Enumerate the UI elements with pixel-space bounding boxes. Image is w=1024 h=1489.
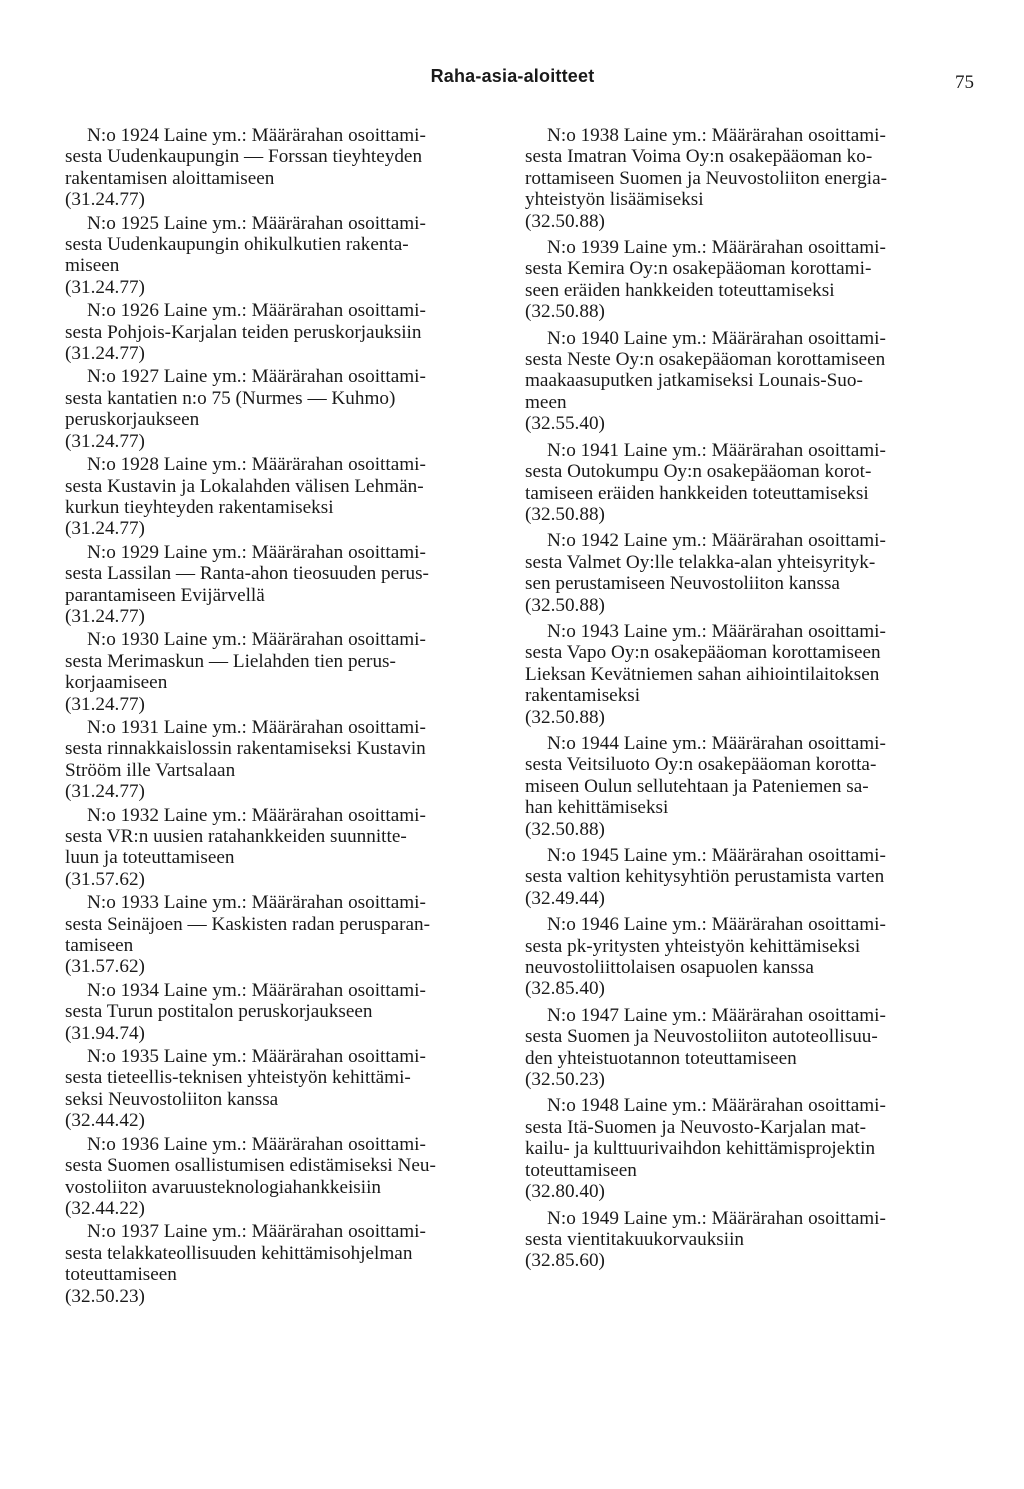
motion-text-line: miseen Oulun sellutehtaan ja Pateniemen sa- — [525, 775, 869, 797]
motion-reference: (32.49.44) — [525, 887, 605, 909]
motion-text-line: N:o 1944 Laine ym.: Määrärahan osoittami- — [547, 732, 886, 754]
motion-entry — [525, 733, 975, 840]
motion-reference: (31.24.77) — [65, 343, 145, 365]
motion-text-line: sen perustamiseen Neuvostoliiton kanssa — [525, 573, 840, 595]
motion-text-line: sesta Turun postitalon peruskorjaukseen — [65, 1001, 373, 1023]
motion-text-line: N:o 1934 Laine ym.: Määrärahan osoittami- — [87, 979, 426, 1001]
motion-reference: (32.50.88) — [525, 301, 605, 323]
motion-reference: (31.24.77) — [65, 781, 145, 803]
motion-text-line: N:o 1939 Laine ym.: Määrärahan osoittami- — [547, 237, 886, 259]
motion-text-line: sesta kantatien n:o 75 (Nurmes — Kuhmo) — [65, 387, 396, 409]
motion-text-line: sesta Vapo Oy:n osakepääoman korottamiseen — [525, 642, 881, 664]
motion-reference: (31.24.77) — [65, 693, 145, 715]
motion-text-line: N:o 1941 Laine ym.: Määrärahan osoittami- — [547, 439, 886, 461]
motion-text-line: N:o 1948 Laine ym.: Määrärahan osoittami- — [547, 1095, 886, 1117]
motion-text-line: N:o 1943 Laine ym.: Määrärahan osoittami- — [547, 620, 886, 642]
motion-text-line: sesta Itä-Suomen ja Neuvosto-Karjalan mat- — [525, 1116, 866, 1138]
motion-text-line: tamiseen — [65, 935, 134, 957]
motion-text-line: kurkun tieyhteyden rakentamiseksi — [65, 496, 334, 518]
motion-text-line: N:o 1928 Laine ym.: Määrärahan osoittami- — [87, 454, 426, 476]
motion-reference: (32.50.23) — [525, 1069, 605, 1091]
motion-text-line: toteuttamiseen — [525, 1159, 637, 1181]
motion-text-line: rakentamisen aloittamiseen — [65, 167, 275, 189]
motion-text-line: N:o 1935 Laine ym.: Määrärahan osoittami- — [87, 1046, 426, 1068]
motion-text-line: luun ja toteuttamiseen — [65, 847, 235, 869]
motion-entry — [525, 1095, 975, 1202]
motion-entry — [525, 125, 975, 232]
motion-entry — [525, 845, 975, 909]
motion-text-line: sesta Veitsiluoto Oy:n osakepääoman korotta- — [525, 754, 877, 776]
motion-text-line: N:o 1924 Laine ym.: Määrärahan osoittami- — [87, 125, 426, 146]
motion-text-line: maakaasuputken jatkamiseksi Lounais-Suo- — [525, 370, 863, 392]
motion-text-line: sesta Neste Oy:n osakepääoman korottamiseen — [525, 349, 886, 371]
motion-entry — [65, 1134, 510, 1220]
motion-text-line: neuvostoliittolaisen osapuolen kanssa — [525, 957, 814, 979]
motion-text-line: N:o 1945 Laine ym.: Määrärahan osoittami- — [547, 845, 886, 866]
motion-reference: (31.24.77) — [65, 189, 145, 211]
motion-text-line: kailu- ja kulttuurivaihdon kehittämisprojektin — [525, 1138, 876, 1160]
motion-text-line: sesta tieteellis-teknisen yhteistyön kehittämi- — [65, 1067, 411, 1089]
motion-reference: (32.80.40) — [525, 1181, 605, 1203]
motion-text-line: rottamiseen Suomen ja Neuvostoliiton energia- — [525, 167, 887, 189]
motion-text-line: vostoliiton avaruusteknologiahankkeisiin — [65, 1176, 382, 1198]
motion-text-line: seen eräiden hankkeiden toteuttamiseksi — [525, 279, 835, 301]
motion-text-line: sesta Lassilan — Ranta-ahon tieosuuden perus- — [65, 563, 429, 585]
motion-reference: (31.24.77) — [65, 430, 145, 452]
motion-entry — [525, 440, 975, 526]
motion-text-line: sesta Imatran Voima Oy:n osakepääoman ko- — [525, 146, 873, 168]
motion-entry — [65, 300, 510, 364]
motion-reference: (32.50.88) — [525, 706, 605, 728]
motion-entry — [525, 914, 975, 1000]
motion-text-line: seksi Neuvostoliiton kanssa — [65, 1088, 279, 1110]
motion-text-line: N:o 1929 Laine ym.: Määrärahan osoittami- — [87, 541, 426, 563]
motion-text-line: Strööm ille Vartsalaan — [65, 759, 236, 781]
motion-entry — [525, 328, 975, 435]
motion-text-line: N:o 1933 Laine ym.: Määrärahan osoittami- — [87, 892, 426, 914]
motion-text-line: sesta Uudenkaupungin ohikulkutien rakenta- — [65, 234, 409, 256]
motion-entry — [65, 1221, 510, 1307]
motion-text-line: N:o 1947 Laine ym.: Määrärahan osoittami- — [547, 1004, 886, 1026]
motion-reference: (32.44.42) — [65, 1110, 145, 1132]
page-title: Raha-asia-aloitteet — [430, 66, 595, 86]
motion-reference: (32.55.40) — [525, 413, 605, 435]
motion-reference: (32.50.88) — [525, 503, 605, 525]
motion-reference: (32.85.60) — [525, 1250, 605, 1272]
motion-text-line: N:o 1927 Laine ym.: Määrärahan osoittami- — [87, 366, 426, 388]
motion-text-line: sesta Kemira Oy:n osakepääoman korottami- — [525, 258, 872, 280]
motion-text-line: sesta Seinäjoen — Kaskisten radan perusparan- — [65, 913, 430, 935]
motion-text-line: korjaamiseen — [65, 672, 168, 694]
motion-reference: (31.94.74) — [65, 1022, 145, 1044]
motion-text-line: meen — [525, 391, 567, 413]
motion-entry — [65, 366, 510, 452]
motion-text-line: den yhteistuotannon toteuttamiseen — [525, 1047, 797, 1069]
left-column — [65, 125, 510, 1309]
motion-entry — [525, 237, 975, 323]
motion-text-line: N:o 1937 Laine ym.: Määrärahan osoittami- — [87, 1221, 426, 1243]
motion-entry — [65, 1046, 510, 1132]
motion-entry — [65, 542, 510, 628]
motion-reference: (31.57.62) — [65, 956, 145, 978]
motion-reference: (32.85.40) — [525, 978, 605, 1000]
motion-reference: (31.24.77) — [65, 605, 145, 627]
motion-text-line: N:o 1925 Laine ym.: Määrärahan osoittami- — [87, 212, 426, 234]
motion-reference: (32.50.23) — [65, 1285, 145, 1307]
motion-text-line: han kehittämiseksi — [525, 797, 669, 819]
page-number: 75 — [955, 72, 974, 93]
motion-text-line: N:o 1938 Laine ym.: Määrärahan osoittami- — [547, 125, 886, 146]
motion-text-line: N:o 1940 Laine ym.: Määrärahan osoittami- — [547, 327, 886, 349]
motion-text-line: toteuttamiseen — [65, 1264, 177, 1286]
motion-text-line: miseen — [65, 255, 120, 277]
motion-text-line: sesta Outokumpu Oy:n osakepääoman korot- — [525, 461, 872, 483]
motion-entry — [525, 1208, 975, 1272]
motion-text-line: N:o 1931 Laine ym.: Määrärahan osoittami- — [87, 716, 426, 738]
motion-text-line: sesta vientitakuukorvauksiin — [525, 1228, 745, 1250]
motion-entry — [65, 629, 510, 715]
motion-text-line: N:o 1946 Laine ym.: Määrärahan osoittami- — [547, 914, 886, 936]
right-column — [525, 125, 975, 1277]
motion-reference: (31.24.77) — [65, 276, 145, 298]
motion-reference: (32.50.88) — [525, 210, 605, 232]
motion-text-line: sesta VR:n uusien ratahankkeiden suunnitte- — [65, 826, 407, 847]
motion-text-line: N:o 1942 Laine ym.: Määrärahan osoittami- — [547, 530, 886, 552]
motion-text-line: sesta telakkateollisuuden kehittämisohjelman — [65, 1242, 413, 1264]
motion-entry — [525, 1005, 975, 1091]
motion-reference: (32.50.88) — [525, 818, 605, 840]
motion-entry — [65, 213, 510, 299]
motion-entry — [65, 454, 510, 540]
motion-entry — [525, 530, 975, 616]
motion-text-line: sesta Kustavin ja Lokalahden välisen Lehmän- — [65, 475, 424, 497]
motion-entry — [65, 805, 510, 891]
motion-text-line: peruskorjaukseen — [65, 409, 200, 431]
motion-text-line: Lieksan Kevätniemen sahan aihiointilaitoksen — [525, 663, 880, 685]
motion-text-line: N:o 1930 Laine ym.: Määrärahan osoittami- — [87, 629, 426, 651]
motion-text-line: yhteistyön lisäämiseksi — [525, 189, 704, 211]
motion-text-line: rakentamiseksi — [525, 685, 641, 707]
motion-text-line: N:o 1936 Laine ym.: Määrärahan osoittami- — [87, 1133, 426, 1155]
motion-entry — [65, 125, 510, 211]
motion-text-line: N:o 1949 Laine ym.: Määrärahan osoittami- — [547, 1207, 886, 1229]
motion-text-line: sesta Suomen ja Neuvostoliiton autoteollisuu- — [525, 1026, 878, 1048]
motion-entry — [65, 980, 510, 1044]
motion-text-line: parantamiseen Evijärvellä — [65, 584, 265, 606]
motion-reference: (32.44.22) — [65, 1197, 145, 1219]
motion-reference: (32.50.88) — [525, 594, 605, 616]
motion-text-line: sesta Pohjois-Karjalan teiden peruskorjauksiin — [65, 321, 422, 343]
motion-entry — [65, 892, 510, 978]
motion-entry — [525, 621, 975, 728]
motion-text-line: tamiseen eräiden hankkeiden toteuttamiseksi — [525, 482, 869, 504]
motion-text-line: N:o 1926 Laine ym.: Määrärahan osoittami- — [87, 300, 426, 322]
motion-text-line: sesta Suomen osallistumisen edistämiseksi Neu- — [65, 1155, 436, 1177]
motion-text-line: sesta rinnakkaislossin rakentamiseksi Kustavin — [65, 738, 426, 760]
motion-text-line: sesta valtion kehitysyhtiön perustamista varten — [525, 866, 885, 888]
motion-text-line: N:o 1932 Laine ym.: Määrärahan osoittami- — [87, 804, 426, 826]
motion-entry — [65, 717, 510, 803]
motion-reference: (31.57.62) — [65, 868, 145, 890]
motion-text-line: sesta Merimaskun — Lielahden tien perus- — [65, 650, 396, 672]
motion-text-line: sesta Valmet Oy:lle telakka-alan yhteisyrityk- — [525, 551, 876, 573]
motion-reference: (31.24.77) — [65, 518, 145, 540]
motion-text-line: sesta pk-yritysten yhteistyön kehittämiseksi — [525, 935, 861, 957]
motion-text-line: sesta Uudenkaupungin — Forssan tieyhteyden — [65, 146, 423, 168]
